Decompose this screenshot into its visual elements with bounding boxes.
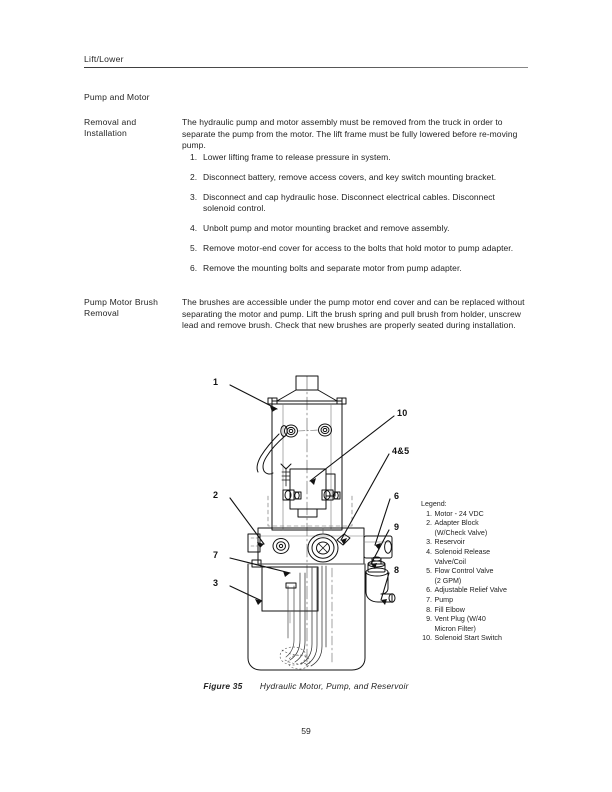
- check-valve-boss: [273, 539, 289, 554]
- suction-strainer: [280, 647, 310, 669]
- legend-index: 10.: [422, 634, 432, 643]
- intro-paragraph: The hydraulic pump and motor assembly must be removed from the truck in order to separate the pump from the motor. The lift frame must be fully lowered before re-moving pump.: [182, 117, 518, 151]
- legend-text: Fill Elbow: [434, 605, 465, 614]
- callout-1: 1: [213, 377, 219, 387]
- callout-9: 9: [394, 522, 400, 532]
- page-header: [84, 54, 528, 68]
- margin-label-line-1: Removal and: [84, 117, 137, 127]
- solenoid-switch-side-boss: [326, 474, 335, 496]
- section-heading-pump-and-motor: Pump and Motor: [84, 92, 150, 102]
- step-number: 6.: [190, 262, 198, 273]
- legend-text: Vent Plug (W/40: [434, 615, 486, 624]
- legend-text: Flow Control Valve: [434, 567, 494, 576]
- margin-label-line-2: Installation: [84, 128, 127, 139]
- legend-text: Solenoid Release: [434, 547, 491, 556]
- list-item: [190, 172, 528, 184]
- legend-index: 1.: [426, 509, 432, 518]
- legend-index: 5.: [426, 567, 432, 576]
- step-text: Remove motor-end cover for access to the bolts that hold motor to pump adapter.: [203, 242, 514, 253]
- callout-2: 2: [213, 490, 219, 500]
- motor-cable: [263, 436, 285, 471]
- list-item: [190, 243, 528, 255]
- legend-index: 6.: [426, 586, 432, 595]
- hidden-bracket-outline: [268, 496, 352, 526]
- header-rule: [84, 67, 528, 68]
- legend-entry: [421, 634, 525, 644]
- margin-label-brush-removal: [84, 297, 176, 320]
- legend-index: 9.: [426, 615, 432, 624]
- step-text: Lower lifting frame to release pressure in system.: [203, 152, 391, 162]
- callout-3: 3: [213, 578, 219, 588]
- legend-text: Solenoid Start Switch: [434, 634, 502, 643]
- step-text: Disconnect battery, remove access covers, and key switch mounting bracket.: [203, 171, 497, 182]
- step-text: Remove the mounting bolts and separate motor from pump adapter.: [203, 262, 462, 273]
- list-item: [190, 223, 528, 235]
- callout-8: 8: [394, 565, 400, 575]
- legend-entry: [421, 538, 525, 548]
- tube-clamp: [286, 583, 296, 588]
- motor-terminal-right-outer: [319, 424, 332, 436]
- legend-index: 2.: [426, 519, 432, 528]
- legend-text-continued: (W/Check Valve): [434, 528, 488, 537]
- figure-caption-number: Figure 35: [203, 681, 243, 691]
- callout-10: 10: [397, 408, 408, 418]
- leader-arrowheads: [255, 406, 387, 605]
- step-number: 3.: [190, 191, 198, 202]
- callout-6: 6: [394, 491, 400, 501]
- legend-index: 4.: [426, 547, 432, 556]
- legend-entry: [421, 510, 525, 520]
- page-number: 59: [301, 726, 311, 736]
- legend-entry: [421, 596, 525, 606]
- list-item: [190, 263, 528, 275]
- legend-entry: [421, 567, 525, 586]
- step-number: 2.: [190, 171, 198, 182]
- legend-entry: [421, 548, 525, 567]
- legend-text: Adjustable Relief Valve: [434, 586, 507, 595]
- brush-paragraph: The brushes are accessible under the pump motor end cover and can be replaced without separating the motor and pump. Lift the brush spring and pull brush from holder, unscrew lead and remove brush. Check that new brushes are properly seated during installation.: [182, 297, 525, 331]
- procedure-step-list: [190, 152, 528, 282]
- legend-text-continued: Valve/Coil: [434, 557, 466, 566]
- figure-caption-text: Hydraulic Motor, Pump, and Reservoir: [259, 681, 409, 691]
- solenoid-switch-base: [298, 509, 317, 517]
- legend-entry: [421, 519, 525, 538]
- header-title: Lift/Lower: [84, 54, 124, 64]
- legend-index: 3.: [426, 538, 432, 547]
- step-number: 4.: [190, 222, 198, 233]
- callout-4and5: 4&5: [392, 446, 410, 456]
- legend-text: Pump: [434, 595, 454, 604]
- step-number: 5.: [190, 242, 198, 253]
- legend-text: Motor - 24 VDC: [434, 509, 484, 518]
- margin-label-line-2: Removal: [84, 308, 119, 319]
- figure-legend: [421, 500, 525, 644]
- reservoir-tubes: [290, 566, 326, 666]
- legend-text-continued: Micron Filter): [434, 624, 476, 633]
- step-text: Disconnect and cap hydraulic hose. Disconnect electrical cables. Disconnect solenoid control.: [203, 191, 495, 214]
- adapter-block: [258, 528, 364, 564]
- figure-caption: [0, 676, 612, 694]
- motor-cable-edge: [257, 434, 279, 472]
- legend-text: Adapter Block: [434, 519, 479, 528]
- brush-paragraph-block: [182, 297, 528, 332]
- legend-text: Reservoir: [434, 538, 465, 547]
- margin-label-removal-installation: [84, 117, 176, 140]
- legend-entry: [421, 606, 525, 616]
- legend-index: 7.: [426, 595, 432, 604]
- intro-paragraph-block: [182, 117, 528, 152]
- legend-title: Legend:: [421, 500, 447, 508]
- step-number: 1.: [190, 152, 198, 162]
- legend-entry: [421, 615, 525, 634]
- callout-7: 7: [213, 550, 219, 560]
- list-item: [190, 192, 528, 215]
- reservoir-tank: [248, 564, 365, 670]
- list-item: [190, 152, 528, 164]
- legend-index: 8.: [426, 605, 432, 614]
- legend-text-continued: (2 GPM): [434, 576, 462, 585]
- legend-entry: [421, 586, 525, 596]
- margin-label-line-1: Pump Motor Brush: [84, 297, 159, 307]
- legend-list: [421, 510, 525, 644]
- pump-body: [262, 567, 318, 611]
- step-text: Unbolt pump and motor mounting bracket and remove assembly.: [203, 222, 450, 233]
- solenoid-start-switch: [290, 469, 326, 509]
